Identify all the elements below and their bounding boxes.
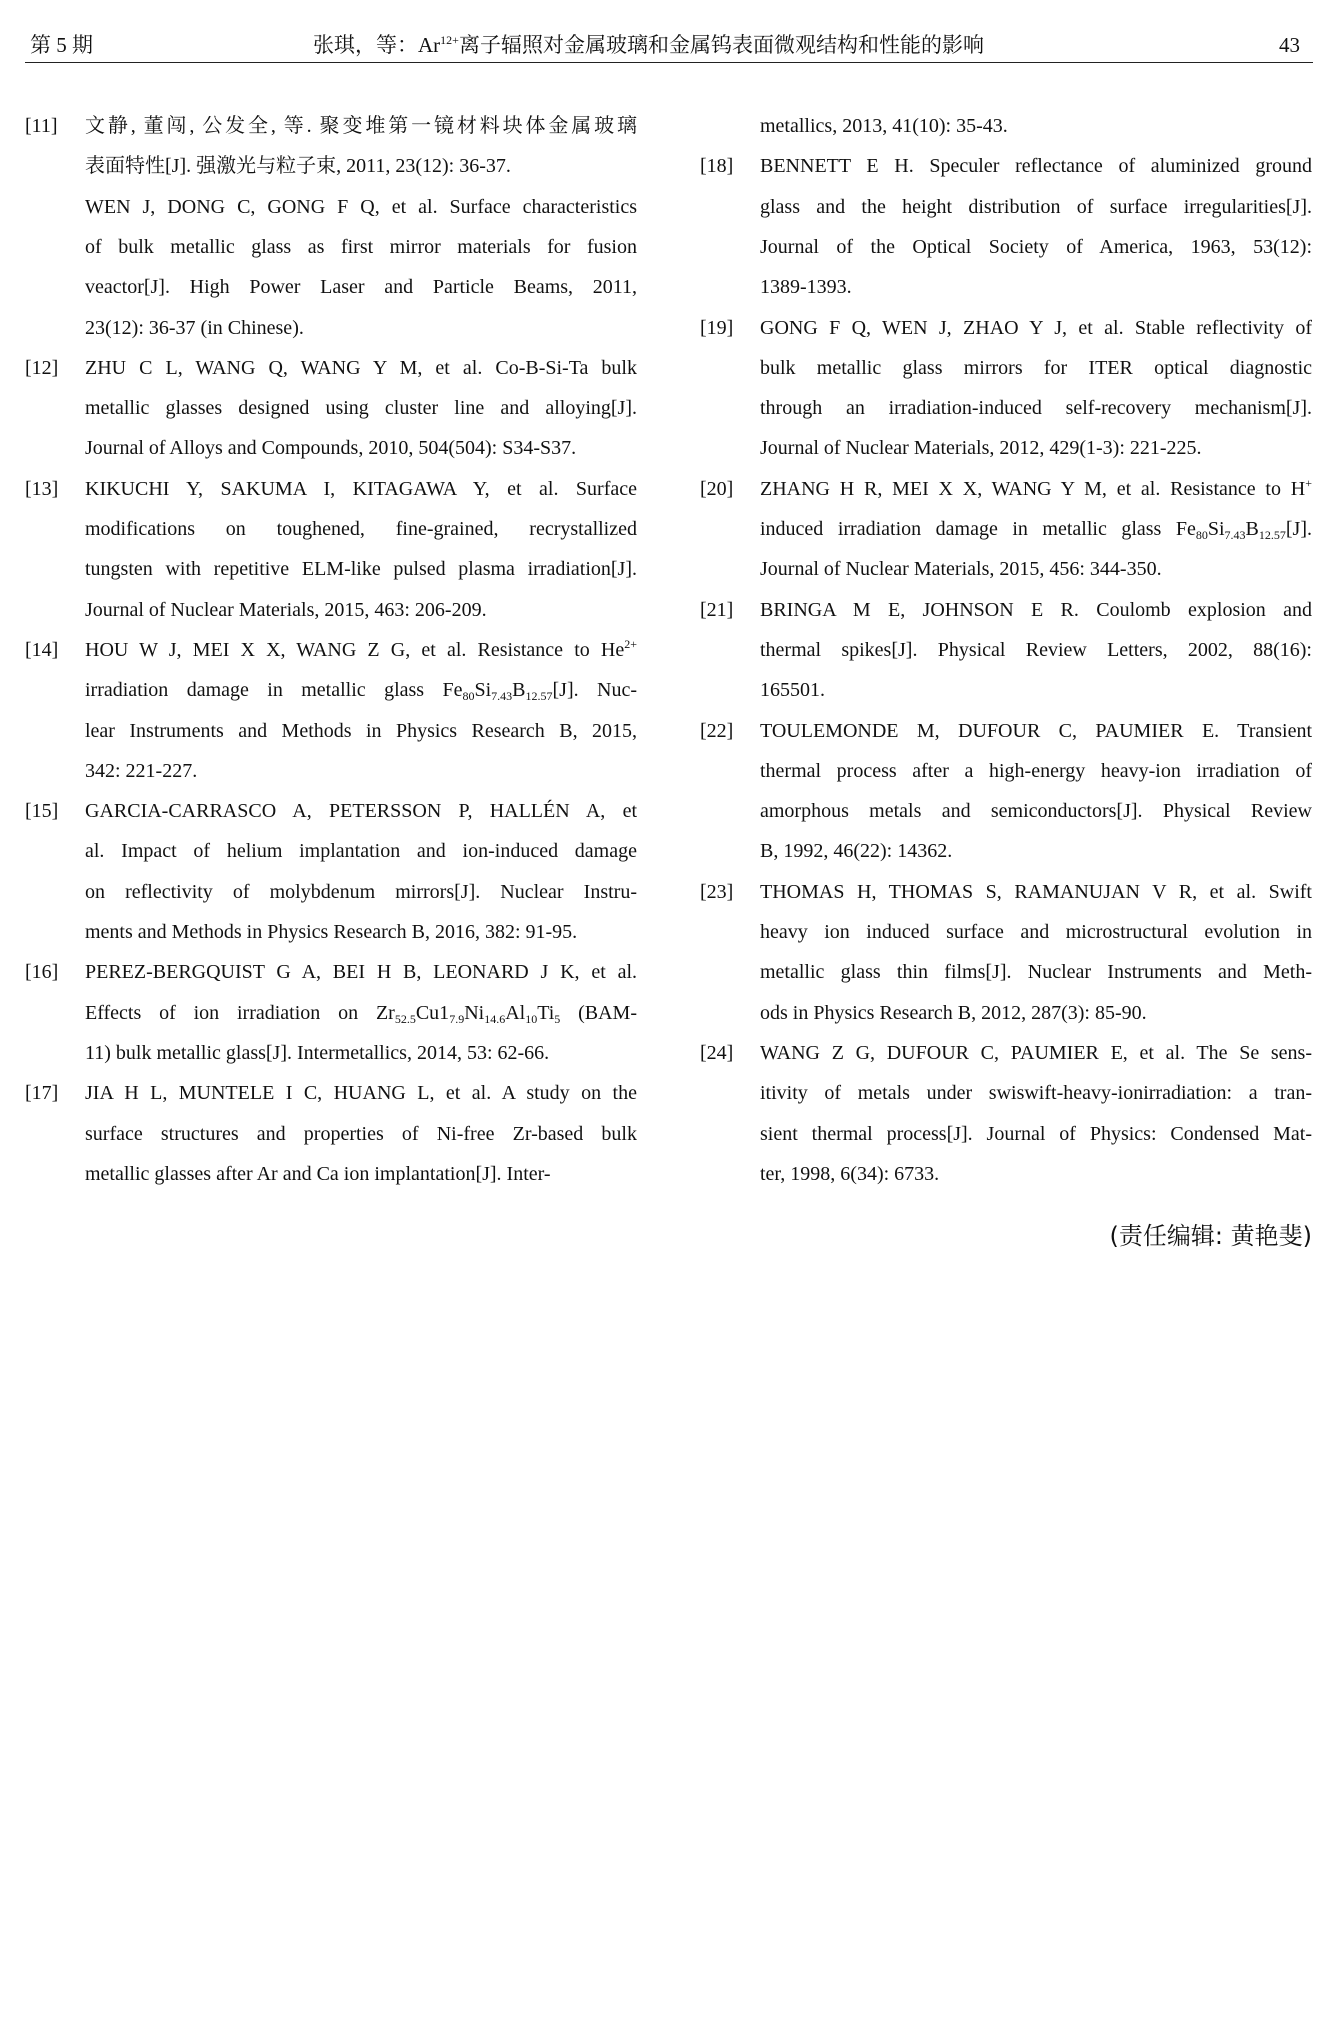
reference-line: lear Instruments and Methods in Physics Research B, 2015,: [85, 719, 637, 742]
running-title-post: 离子辐照对金属玻璃和金属钨表面微观结构和性能的影响: [458, 33, 984, 57]
text-run: [J].: [1285, 518, 1312, 540]
reference-line: BRINGA M E, JOHNSON E R. Coulomb explosion and: [760, 598, 1312, 621]
text-run: B: [512, 679, 526, 702]
reference-line: JIA H L, MUNTELE I C, HUANG L, et al. A study on the: [85, 1082, 637, 1105]
reference-number: [24]: [700, 1041, 734, 1064]
text-run: Cu1: [415, 1001, 450, 1024]
reference-number: [23]: [700, 880, 734, 903]
subscript: 5: [554, 1011, 561, 1026]
reference-number: [20]: [700, 477, 734, 500]
reference-line: glass and the height distribution of surface irregularities[J].: [760, 195, 1312, 218]
reference-line: itivity of metals under swiswift-heavy-ionirradiation: a tran-: [760, 1082, 1312, 1105]
text-run: HOU W J, MEI X X, WANG Z G, et al. Resistance to He: [85, 638, 625, 661]
subscript: 12.57: [525, 689, 553, 704]
reference-number: [19]: [700, 316, 734, 339]
reference-line: 342: 221-227.: [85, 759, 198, 782]
running-title-sup: 12+: [440, 33, 459, 47]
reference-line: ZHU C L, WANG Q, WANG Y M, et al. Co-B-Si-Ta bulk: [85, 356, 637, 379]
reference-line: Journal of the Optical Society of America, 1963, 53(12):: [760, 235, 1312, 258]
reference-line: bulk metallic glass mirrors for ITER optical diagnostic: [760, 356, 1312, 379]
reference-line: [85, 993, 637, 1033]
subscript: 52.5: [394, 1011, 416, 1026]
reference-number: [17]: [25, 1082, 59, 1105]
reference-number: [22]: [700, 719, 734, 742]
reference-line: ods in Physics Research B, 2012, 287(3): 85-90.: [760, 1001, 1147, 1024]
reference-line: 11) bulk metallic glass[J]. Intermetallics, 2014, 53: 62-66.: [85, 1041, 550, 1064]
reference-line: heavy ion induced surface and microstructural evolution in: [760, 921, 1312, 943]
reference-line: KIKUCHI Y, SAKUMA I, KITAGAWA Y, et al. Surface: [85, 477, 637, 500]
text-run: Al: [505, 1001, 526, 1024]
reference-number: [18]: [700, 155, 734, 178]
reference-line: [85, 630, 637, 670]
reference-line: metallic glasses after Ar and Ca ion implantation[J]. Inter-: [85, 1162, 551, 1185]
subscript: 7.43: [1224, 528, 1246, 542]
reference-line: thermal spikes[J]. Physical Review Letters, 2002, 88(16):: [760, 638, 1312, 661]
reference-line: sient thermal process[J]. Journal of Physics: Condensed Mat-: [760, 1122, 1312, 1145]
reference-line: THOMAS H, THOMAS S, RAMANUJAN V R, et al. Swift: [760, 880, 1312, 903]
reference-line: [760, 509, 1312, 549]
subscript: 10: [525, 1011, 538, 1026]
reference-line: modifications on toughened, fine-grained, recrystallized: [85, 518, 637, 540]
subscript: 7.43: [491, 689, 513, 704]
reference-line: surface structures and properties of Ni-free Zr-based bulk: [85, 1122, 637, 1145]
subscript: 12.57: [1258, 528, 1286, 542]
reference-line: amorphous metals and semiconductors[J]. Physical Review: [760, 800, 1312, 823]
reference-line: tungsten with repetitive ELM-like pulsed plasma irradiation[J].: [85, 558, 637, 581]
reference-line: Journal of Nuclear Materials, 2015, 463: 206-209.: [85, 598, 487, 621]
subscript: 14.6: [484, 1011, 506, 1026]
reference-line: veactor[J]. High Power Laser and Particle Beams, 2011,: [85, 276, 637, 299]
editor-note: (责任编辑: 黄艳斐): [1109, 1222, 1312, 1250]
reference-number: [16]: [25, 961, 59, 984]
text-run: induced irradiation damage in metallic glass Fe: [760, 518, 1196, 540]
running-title: [313, 28, 984, 62]
reference-line: TOULEMONDE M, DUFOUR C, PAUMIER E. Transient: [760, 719, 1312, 742]
reference-line: through an irradiation-induced self-recovery mechanism[J].: [760, 397, 1312, 420]
reference-line: WANG Z G, DUFOUR C, PAUMIER E, et al. The Se sens-: [760, 1041, 1312, 1064]
text-run: B: [1245, 518, 1259, 540]
reference-line: 文静, 董闯, 公发全, 等. 聚变堆第一镜材料块体金属玻璃: [85, 115, 637, 137]
reference-line: GARCIA-CARRASCO A, PETERSSON P, HALLÉN A, et: [85, 800, 637, 823]
reference-number: [11]: [25, 115, 58, 137]
reference-line: BENNETT E H. Speculer reflectance of aluminized ground: [760, 155, 1312, 178]
text-run: (BAM-: [560, 1001, 637, 1024]
reference-line: 23(12): 36-37 (in Chinese).: [85, 316, 304, 339]
reference-number: [15]: [25, 800, 59, 823]
running-title-pre: 张琪，等：Ar: [313, 33, 441, 57]
reference-line: 表面特性[J]. 强激光与粒子束, 2011, 23(12): 36-37.: [85, 155, 511, 178]
text-run: Si: [474, 679, 492, 702]
reference-line: of bulk metallic glass as first mirror materials for fusion: [85, 235, 637, 258]
reference-line: WEN J, DONG C, GONG F Q, et al. Surface characteristics: [85, 195, 637, 218]
reference-line: on reflectivity of molybdenum mirrors[J]. Nuclear Instru-: [85, 880, 637, 903]
text-run: Ni: [464, 1001, 485, 1024]
subscript: 80: [462, 689, 475, 704]
reference-number: [13]: [25, 477, 59, 500]
reference-line: ter, 1998, 6(34): 6733.: [760, 1162, 940, 1185]
text-run: irradiation damage in metallic glass Fe: [85, 679, 463, 702]
reference-line: metallic glass thin films[J]. Nuclear Instruments and Meth-: [760, 961, 1312, 984]
reference-number: [14]: [25, 638, 59, 661]
text-run: ZHANG H R, MEI X X, WANG Y M, et al. Resistance to H: [760, 477, 1306, 500]
reference-number: [12]: [25, 356, 59, 379]
superscript: 2+: [624, 636, 637, 651]
reference-line: 165501.: [760, 679, 825, 702]
reference-line: metallics, 2013, 41(10): 35-43.: [760, 115, 1008, 137]
reference-line: GONG F Q, WEN J, ZHAO Y J, et al. Stable reflectivity of: [760, 316, 1312, 339]
reference-line: PEREZ-BERGQUIST G A, BEI H B, LEONARD J K, et al.: [85, 961, 637, 984]
reference-line: Journal of Nuclear Materials, 2015, 456: 344-350.: [760, 558, 1162, 581]
reference-line: [85, 670, 637, 710]
issue-number: 第 5 期: [30, 33, 93, 57]
text-run: [J]. Nuc-: [552, 679, 637, 702]
reference-line: 1389-1393.: [760, 276, 852, 299]
header-rule: [25, 62, 1313, 63]
reference-line: al. Impact of helium implantation and ion-induced damage: [85, 840, 637, 863]
reference-line: [760, 469, 1312, 509]
reference-line: B, 1992, 46(22): 14362.: [760, 840, 953, 863]
text-run: Si: [1207, 518, 1225, 540]
text-run: Ti: [537, 1001, 555, 1024]
reference-number: [21]: [700, 598, 734, 621]
reference-line: ments and Methods in Physics Research B, 2016, 382: 91-95.: [85, 921, 578, 943]
subscript: 80: [1195, 528, 1208, 542]
page-number: 43: [1279, 33, 1300, 57]
reference-line: metallic glasses designed using cluster line and alloying[J].: [85, 397, 637, 420]
text-run: Effects of ion irradiation on Zr: [85, 1001, 395, 1024]
subscript: 7.9: [449, 1011, 465, 1026]
reference-line: thermal process after a high-energy heavy-ion irradiation of: [760, 759, 1312, 782]
reference-line: Journal of Nuclear Materials, 2012, 429(1-3): 221-225.: [760, 437, 1202, 460]
reference-line: Journal of Alloys and Compounds, 2010, 504(504): S34-S37.: [85, 437, 577, 460]
superscript: +: [1305, 475, 1312, 490]
